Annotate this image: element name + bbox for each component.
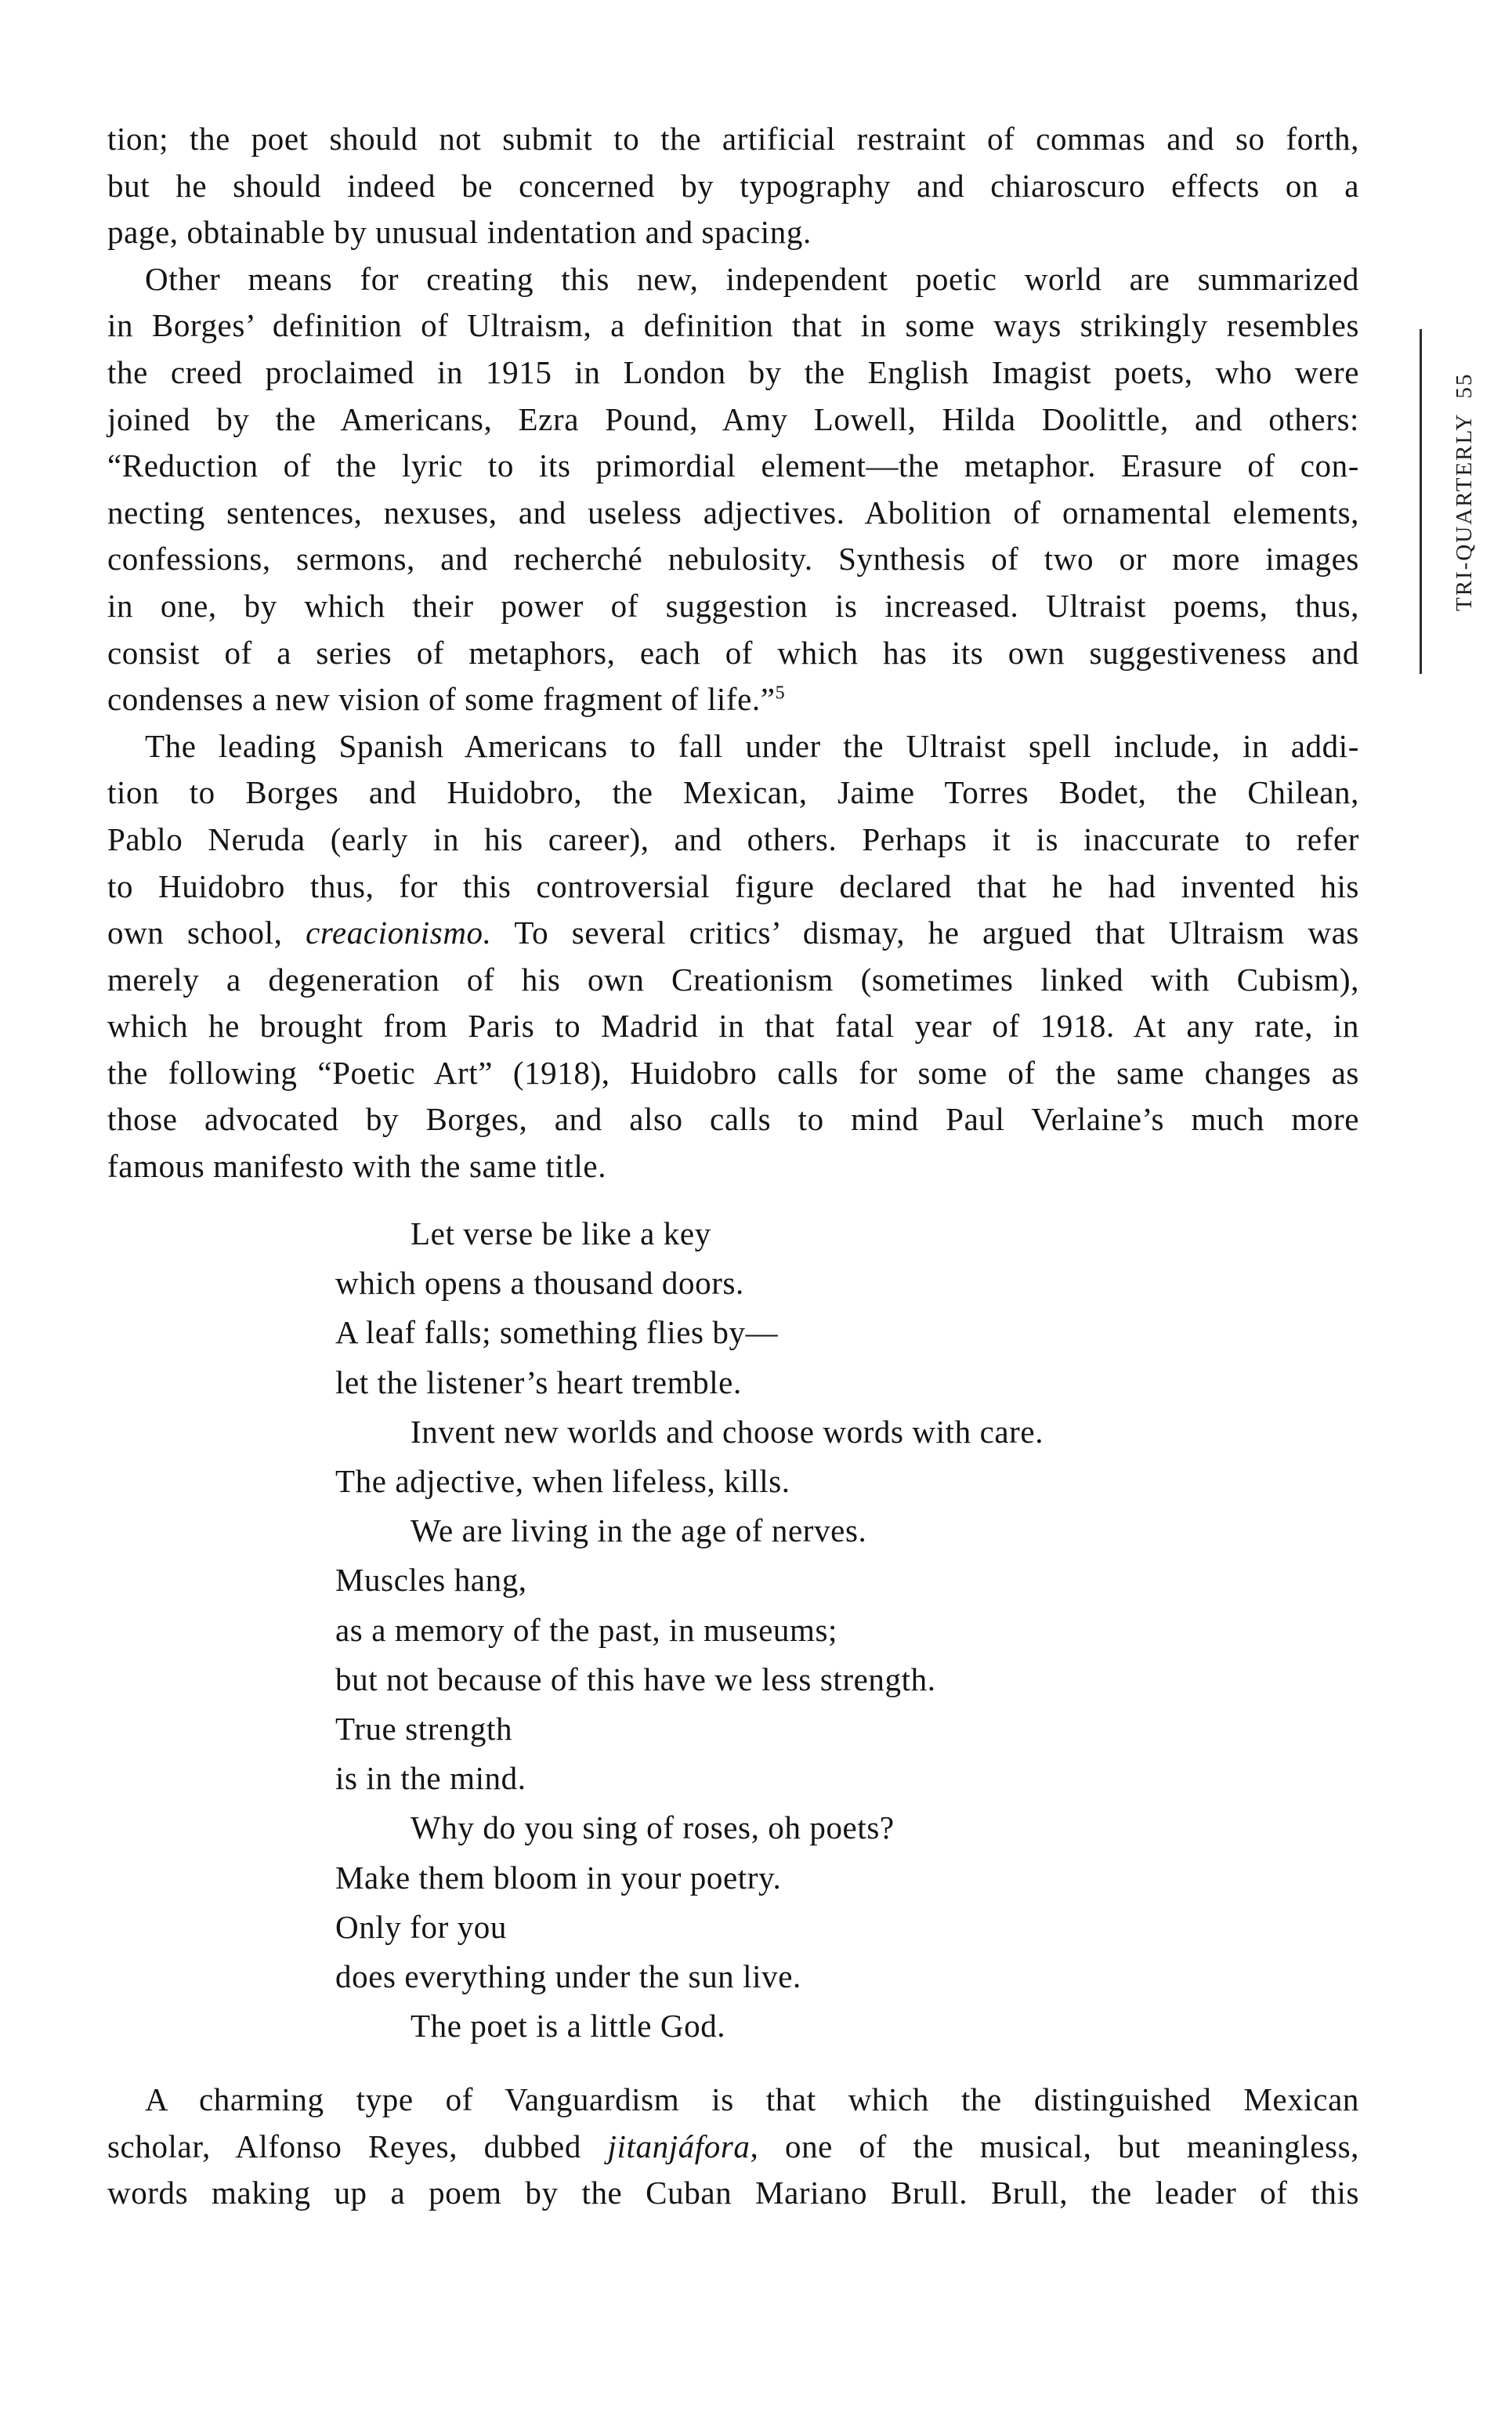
text-line: A charming type of Vanguardism is that which the distinguished Mexican — [145, 2081, 1359, 2117]
poem-line: We are living in the age of nerves. — [411, 1512, 867, 1549]
text-line: consist of a series of metaphors, each of which has its own suggestiveness and — [107, 634, 1359, 671]
text-line-segment: one of the musical, but meaningless, — [758, 2128, 1359, 2164]
poem-line: Invent new worlds and choose words with care. — [411, 1413, 1044, 1450]
italic-term-creacionismo: creacionismo. — [306, 915, 492, 951]
paragraph-spanish-americans — [107, 723, 1359, 1190]
text-line — [107, 910, 1359, 957]
running-head — [1420, 329, 1477, 674]
poem-line: which opens a thousand doors. — [335, 1265, 744, 1302]
paragraph-ultraism-definition — [107, 256, 1359, 723]
poem-line: A leaf falls; something flies by— — [335, 1314, 779, 1351]
running-head-label — [1452, 373, 1478, 611]
text-line: page, obtainable by unusual indentation and spacing. — [107, 214, 812, 251]
text-line: “Reduction of the lyric to its primordial element—the metaphor. Erasure of con- — [107, 447, 1359, 484]
page-number: 55 — [1452, 372, 1477, 399]
text-line: words making up a poem by the Cuban Mariano Brull. Brull, the leader of this — [107, 2175, 1359, 2211]
poem-line: is in the mind. — [335, 1760, 526, 1797]
text-line — [107, 2124, 1359, 2171]
journal-name: TRI-QUARTERLY — [1452, 412, 1477, 611]
text-line: necting sentences, nexuses, and useless adjectives. Abolition of ornamental elements, — [107, 494, 1359, 531]
poem-line: True strength — [335, 1711, 513, 1748]
text-line: the following “Poetic Art” (1918), Huidobro calls for some of the same changes as — [107, 1054, 1359, 1091]
poem-line: let the listener’s heart tremble. — [335, 1364, 742, 1400]
text-line-segment: own school, — [107, 915, 306, 951]
text-line: merely a degeneration of his own Creationism (sometimes linked with Cubism), — [107, 961, 1359, 998]
text-line: famous manifesto with the same title. — [107, 1148, 607, 1185]
italic-term-jitanjafora: jitanjáfora, — [607, 2128, 759, 2164]
text-line-content: condenses a new vision of some fragment of life.” — [107, 681, 776, 718]
text-line: tion to Borges and Huidobro, the Mexican, Jaime Torres Bodet, the Chilean, — [107, 774, 1359, 811]
main-text-block — [107, 116, 1359, 1190]
text-line: the creed proclaimed in 1915 in London by the English Imagist poets, who were — [107, 353, 1359, 390]
paragraph-continuation — [107, 116, 1359, 256]
text-line: tion; the poet should not submit to the artificial restraint of commas and so forth, — [107, 121, 1359, 157]
text-line: Other means for creating this new, independent poetic world are summarized — [145, 260, 1359, 297]
poem-line: Why do you sing of roses, oh poets? — [411, 1809, 895, 1846]
text-line: joined by the Americans, Ezra Pound, Amy Lowell, Hilda Doolittle, and others: — [107, 400, 1359, 437]
text-line: to Huidobro thus, for this controversial figure declared that he had invented his — [107, 867, 1359, 904]
text-line: but he should indeed be concerned by typography and chiaroscuro effects on a — [107, 167, 1359, 204]
footnote-marker: 5 — [775, 683, 786, 704]
text-line: The leading Spanish Americans to fall under the Ultraist spell include, in addi- — [145, 727, 1359, 764]
poem-line: The adjective, when lifeless, kills. — [335, 1463, 790, 1500]
poem-line: as a memory of the past, in museums; — [335, 1611, 838, 1648]
poem-line: Only for you — [335, 1908, 508, 1945]
text-line: confessions, sermons, and recherché nebulosity. Synthesis of two or more images — [107, 541, 1359, 578]
poem-poetic-art — [335, 1209, 1236, 2051]
text-line — [107, 676, 1359, 723]
poem-line: The poet is a little God. — [411, 2008, 726, 2045]
text-line-segment: To several critics’ dismay, he argued that Ultraism was — [491, 915, 1359, 951]
poem-line: does everything under the sun live. — [335, 1958, 801, 1995]
poem-line: Let verse be like a key — [411, 1215, 711, 1251]
text-line: which he brought from Paris to Madrid in that fatal year of 1918. At any rate, in — [107, 1008, 1359, 1045]
text-line: Pablo Neruda (early in his career), and others. Perhaps it is inaccurate to refer — [107, 820, 1359, 857]
poem-line: but not because of this have we less strength. — [335, 1661, 936, 1697]
text-line: in one, by which their power of suggestion is increased. Ultraist poems, thus, — [107, 587, 1359, 624]
poem-line: Muscles hang, — [335, 1562, 527, 1599]
poem-line: Make them bloom in your poetry. — [335, 1859, 782, 1896]
text-line: in Borges’ definition of Ultraism, a definition that in some ways strikingly resembles — [107, 307, 1359, 344]
text-line: those advocated by Borges, and also calls to mind Paul Verlaine’s much more — [107, 1101, 1359, 1138]
paragraph-vanguardism — [107, 2077, 1359, 2217]
text-line-segment: scholar, Alfonso Reyes, dubbed — [107, 2128, 608, 2164]
